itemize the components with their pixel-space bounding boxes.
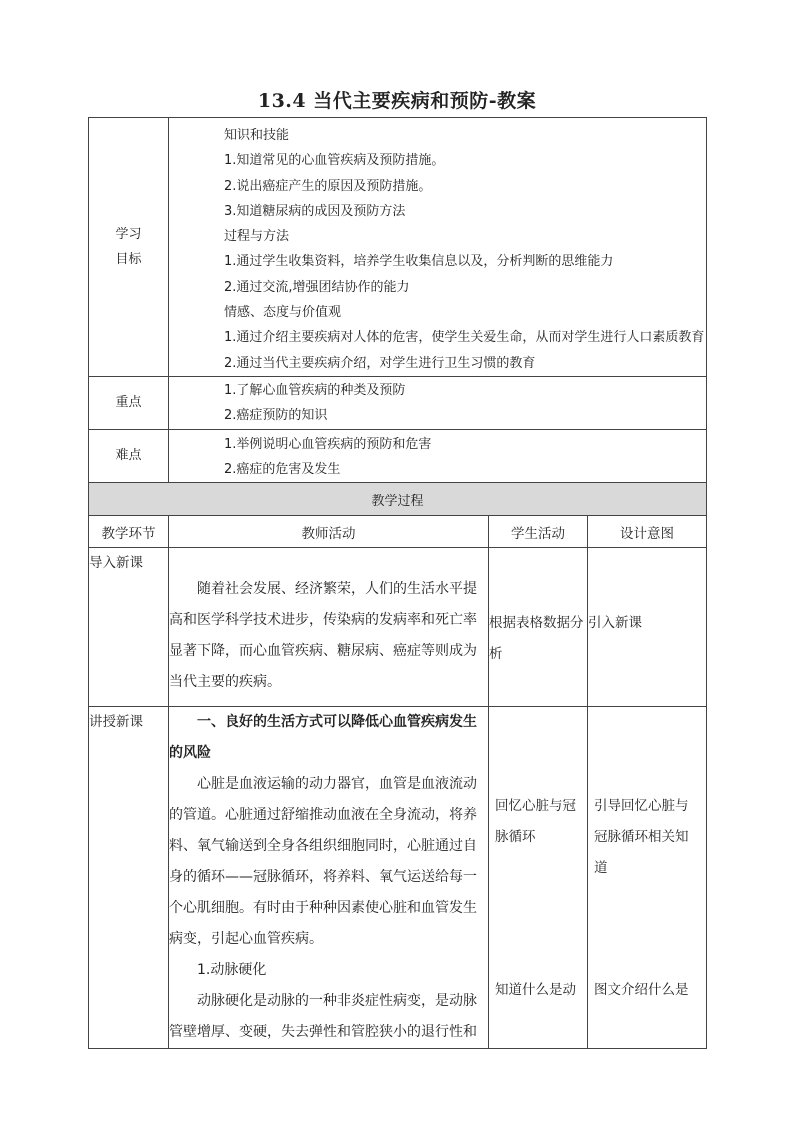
teacher-activity-cell <box>169 548 489 707</box>
design-intent-text: 引导回忆心脏与冠脉循环相关知道 <box>594 798 689 877</box>
subsection-heading: 1.动脉硬化 <box>197 962 267 979</box>
difficulty-line: 2.癌症的危害及发生 <box>224 461 341 477</box>
stage-cell: 讲授新课 <box>89 707 169 1049</box>
section-heading: 一、良好的生活方式可以降低心血管疾病发生的风险 <box>169 714 477 762</box>
student-activity-text-2: 知道什么是动 <box>495 982 576 999</box>
col-header-teacher: 教师活动 <box>169 516 489 548</box>
objectives-content <box>169 118 707 377</box>
key-point-line: 2.癌症预防的知识 <box>224 408 328 424</box>
objective-line: 知识和技能 <box>224 128 290 143</box>
design-intent-text-2: 图文介绍什么是 <box>594 982 689 999</box>
teacher-activity-text: 心脏是血液运输的动力器官，血管是血液流动的管道。心脏通过舒缩推动血液在全身流动，将养料、氧气输送到全身各组织细胞同时，心脏通过自身的循环——冠脉循环，将养料、氧气运送给每一个心肌细胞。有时由于种种因素使心脏和血管发生病变，引起心血管疾病。 <box>169 776 477 948</box>
teacher-activity-cell <box>169 707 489 1049</box>
teacher-activity-text: 随着社会发展、经济繁荣，人们的生活水平提高和医学科学技术进步，传染病的发病率和死亡率显著下降，而心血管疾病、糖尿病、癌症等则成为当代主要的疾病。 <box>169 581 477 691</box>
column-header-row <box>89 516 707 548</box>
objectives-row <box>89 118 707 377</box>
objective-line: 情感、态度与价值观 <box>224 305 342 321</box>
student-activity-text: 回忆心脏与冠脉循环 <box>495 798 576 846</box>
key-points-row <box>89 376 707 429</box>
key-points-lines <box>169 377 706 429</box>
difficulty-line: 1.举例说明心血管疾病的预防和危害 <box>224 436 432 452</box>
objective-line: 1.通过介绍主要疾病对人体的危害，使学生关爱生命，从而对学生进行人口素质教育 <box>224 330 705 346</box>
design-intent-text: 引入新课 <box>588 615 642 632</box>
student-activity-text: 根据表格数据分析 <box>489 615 584 663</box>
col-header-stage: 教学环节 <box>89 516 169 548</box>
student-activity-cell <box>489 548 588 707</box>
col-header-student: 学生活动 <box>489 516 588 548</box>
student-activity-cell <box>489 707 588 1049</box>
objectives-lines <box>169 118 706 376</box>
objective-line: 过程与方法 <box>224 229 290 245</box>
objective-line: 2.通过交流,增强团结协作的能力 <box>224 279 410 295</box>
stage-cell: 导入新课 <box>89 548 169 707</box>
difficulties-row <box>89 429 707 483</box>
key-points-content <box>169 376 707 429</box>
objective-line: 1.知道常见的心血管疾病及预防措施。 <box>224 153 445 169</box>
objective-line: 2.说出癌症产生的原因及预防措施。 <box>224 178 432 194</box>
page-title: 13.4 当代主要疾病和预防-教案 <box>257 90 537 112</box>
objective-line: 2.通过当代主要疾病介绍，对学生进行卫生习惯的教育 <box>224 355 536 371</box>
process-banner: 教学过程 <box>89 483 707 516</box>
teacher-activity-text-2: 动脉硬化是动脉的一种非炎症性病变，是动脉管壁增厚、变硬，失去弹性和管腔狭小的退行性和 <box>169 993 477 1041</box>
table-row <box>89 707 707 1049</box>
objective-line: 1.通过学生收集资料，培养学生收集信息以及，分析判断的思维能力 <box>224 254 614 270</box>
objectives-label: 学习 目标 <box>89 118 169 377</box>
objective-line: 3.知道糖尿病的成因及预防方法 <box>224 203 406 219</box>
design-intent-cell <box>588 707 707 1049</box>
difficulties-content <box>169 429 707 483</box>
difficulties-lines <box>169 430 706 483</box>
col-header-intent: 设计意图 <box>588 516 707 548</box>
lesson-plan-table <box>88 117 707 1049</box>
difficulties-label: 难点 <box>89 429 169 483</box>
key-points-label: 重点 <box>89 376 169 429</box>
design-intent-cell <box>588 548 707 707</box>
table-row <box>89 548 707 707</box>
key-point-line: 1.了解心血管疾病的种类及预防 <box>224 382 406 398</box>
